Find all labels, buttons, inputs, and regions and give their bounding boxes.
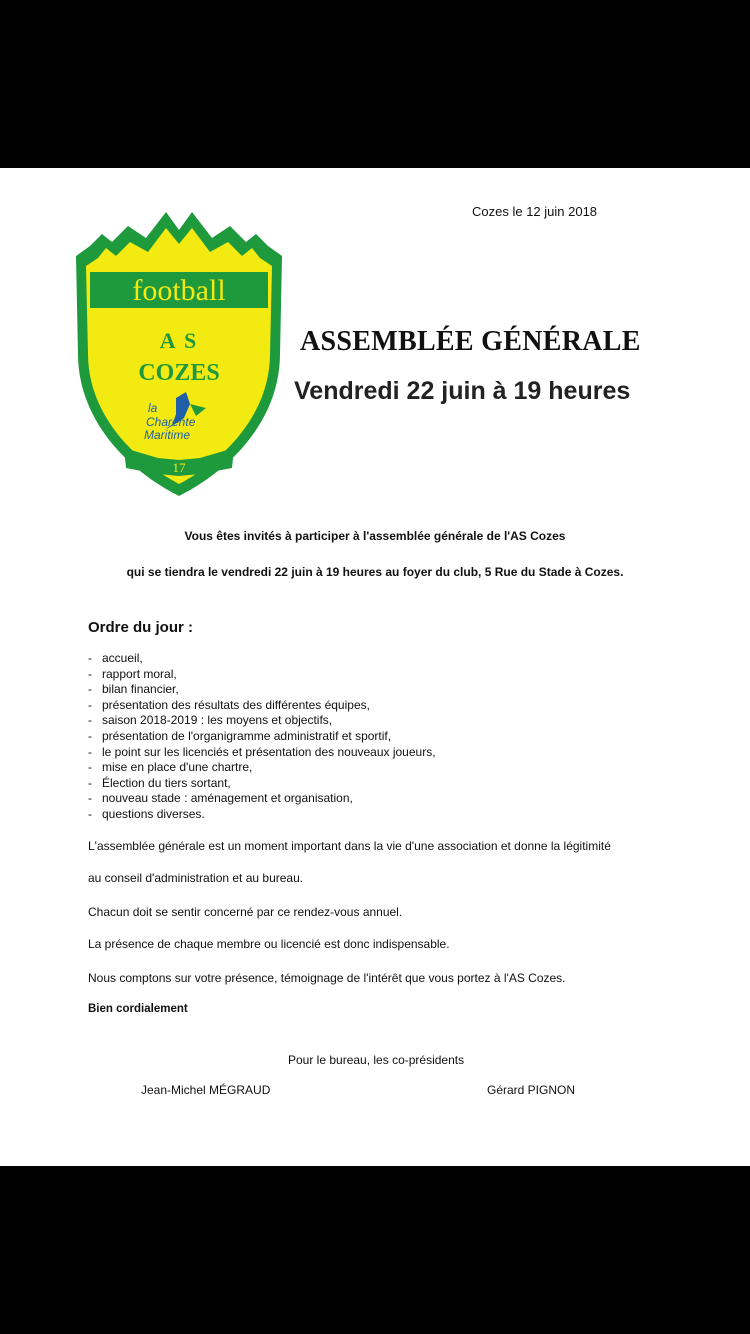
agenda-item: - saison 2018-2019 : les moyens et objectifs, <box>88 713 333 728</box>
signature-intro: Pour le bureau, les co-présidents <box>288 1053 465 1067</box>
agenda-item: - nouveau stade : aménagement et organisation, <box>88 791 353 806</box>
agenda-item: - bilan financier, <box>88 682 179 697</box>
letter-date: Cozes le 12 juin 2018 <box>472 204 598 219</box>
crest-cozes-text: COZES <box>138 360 220 386</box>
crest-region-line3: Maritime <box>144 428 191 442</box>
letter-page <box>0 168 750 1166</box>
club-crest-logo <box>68 204 290 500</box>
agenda-item: - accueil, <box>88 651 143 665</box>
agenda-list <box>88 651 436 823</box>
intro-line-2: qui se tiendra le vendredi 22 juin à 19 heures au foyer du club, 5 Rue du Stade à Cozes. <box>126 565 624 579</box>
body-paragraph-3: Chacun doit se sentir concerné par ce rendez-vous annuel. <box>88 905 403 919</box>
crest-region-line1: la <box>148 401 158 415</box>
crest-region-line2: Charente <box>146 415 196 429</box>
crest-number: 17 <box>172 460 186 475</box>
agenda-item: - rapport moral, <box>88 666 177 681</box>
agenda-item: - questions diverses. <box>88 806 205 821</box>
agenda-item: - Élection du tiers sortant, <box>88 775 231 790</box>
agenda-heading: Ordre du jour : <box>88 619 193 636</box>
body-paragraph-2: au conseil d'administration et au bureau. <box>88 871 304 885</box>
body-paragraph-5: Nous comptons sur votre présence, témoignage de l'intérêt que vous portez à l'AS Cozes. <box>88 971 566 985</box>
agenda-item: - présentation des résultats des différentes équipes, <box>88 697 370 712</box>
signature-name-1: Jean-Michel MÉGRAUD <box>141 1083 271 1097</box>
body-paragraph-1: L'assemblée générale est un moment important dans la vie d'une association et donne la légitimité <box>88 839 611 853</box>
agenda-item: - présentation de l'organigramme administratif et sportif, <box>88 728 392 743</box>
agenda-item: - mise en place d'une chartre, <box>88 760 253 775</box>
event-datetime: Vendredi 22 juin à 19 heures <box>294 377 631 405</box>
intro-line-1: Vous êtes invités à participer à l'assemblée générale de l'AS Cozes <box>184 529 566 543</box>
signature-name-2: Gérard PIGNON <box>487 1083 576 1097</box>
agenda-item: - le point sur les licenciés et présentation des nouveaux joueurs, <box>88 744 436 759</box>
page-title: ASSEMBLÉE GÉNÉRALE <box>300 326 641 357</box>
closing-line: Bien cordialement <box>88 1003 188 1015</box>
crest-as-text: A S <box>159 328 199 353</box>
body-paragraph-4: La présence de chaque membre ou licencié est donc indispensable. <box>88 937 450 951</box>
crest-football-text: football <box>132 274 226 307</box>
